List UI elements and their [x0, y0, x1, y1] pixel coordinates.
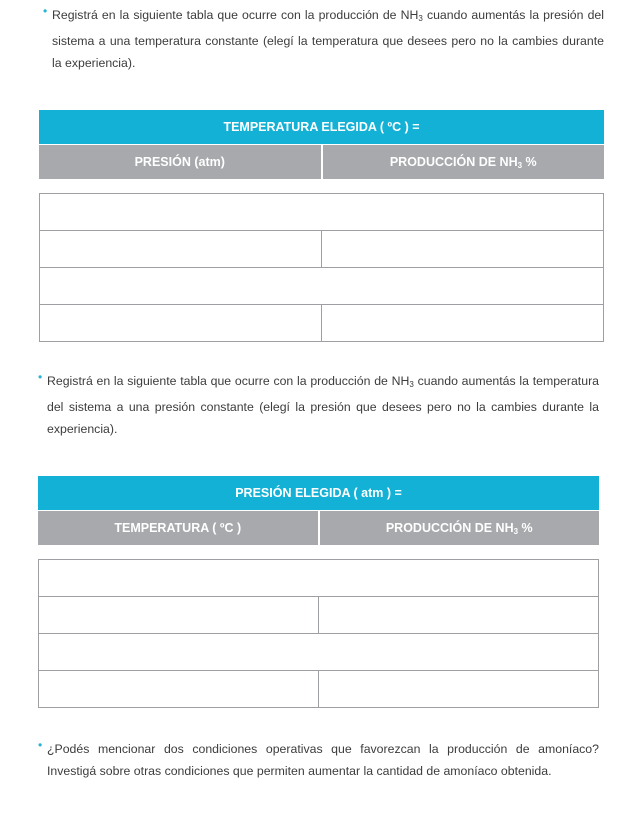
table-row: [40, 304, 603, 342]
header-text-cont: %: [518, 521, 533, 535]
table-cell[interactable]: [319, 671, 598, 707]
column-header-pressure: PRESIÓN (atm): [39, 145, 323, 179]
table-cell[interactable]: [319, 597, 598, 633]
table-title: PRESIÓN ELEGIDA ( atm ) =: [38, 476, 599, 510]
table-cell[interactable]: [39, 671, 319, 707]
bullet-3: •: [38, 738, 43, 752]
table-row: [40, 230, 603, 267]
table-row: [40, 267, 603, 304]
subscript: 3: [517, 161, 523, 170]
table-row: [39, 633, 598, 670]
table-title: TEMPERATURA ELEGIDA ( ºC ) =: [39, 110, 604, 144]
bullet-2: •: [38, 370, 43, 384]
table-body: [38, 559, 599, 708]
header-text-cont: %: [522, 155, 537, 169]
instruction-paragraph-2: [47, 370, 599, 440]
header-text: PRODUCCIÓN DE NH: [389, 155, 518, 169]
table-row: [39, 670, 598, 708]
table-cell[interactable]: [39, 634, 598, 670]
table-cell[interactable]: [322, 231, 603, 267]
table-header: [38, 510, 599, 545]
question-paragraph: ¿Podés mencionar dos condiciones operativas que favorezcan la producción de amoníaco? Investigá sobre otras condiciones que permiten aumentar la cantidad de amoníaco obtenida.: [47, 742, 599, 778]
table-cell[interactable]: [39, 597, 319, 633]
paragraph-1-text-cont: cuando aumentás la presión del sistema a una temperatura constante (elegí la temperatura que desees pero no la cambies durante la experiencia).: [52, 8, 604, 70]
column-header-production: [323, 145, 605, 179]
table-cell[interactable]: [322, 305, 603, 341]
paragraph-2-text: Registrá en la siguiente tabla que ocurre con la producción de NH: [47, 374, 410, 388]
table-cell[interactable]: [40, 268, 603, 304]
table-row: [40, 193, 603, 230]
subscript: 3: [513, 527, 519, 536]
subscript: 3: [409, 380, 414, 389]
subscript: 3: [418, 14, 423, 23]
table-body: [39, 193, 604, 342]
column-header-production: [320, 511, 600, 545]
pressure-table: [39, 110, 604, 342]
table-cell[interactable]: [39, 560, 598, 596]
table-cell[interactable]: [40, 194, 603, 230]
table-row: [39, 559, 598, 596]
header-text: PRODUCCIÓN DE NH: [385, 521, 514, 535]
instruction-paragraph-1: [52, 4, 604, 74]
bullet-1: •: [43, 4, 48, 18]
table-row: [39, 596, 598, 633]
table-header: [39, 144, 604, 179]
table-cell[interactable]: [40, 231, 322, 267]
paragraph-2-text-cont: cuando aumentás la temperatura del sistema a una presión constante (elegí la presión que desees pero no la cambies durante la experiencia).: [47, 374, 600, 436]
table-cell[interactable]: [40, 305, 322, 341]
paragraph-1-text: Registrá en la siguiente tabla que ocurre con la producción de NH: [52, 8, 419, 22]
column-header-temperature: TEMPERATURA ( ºC ): [38, 511, 320, 545]
temperature-table: [38, 476, 599, 708]
